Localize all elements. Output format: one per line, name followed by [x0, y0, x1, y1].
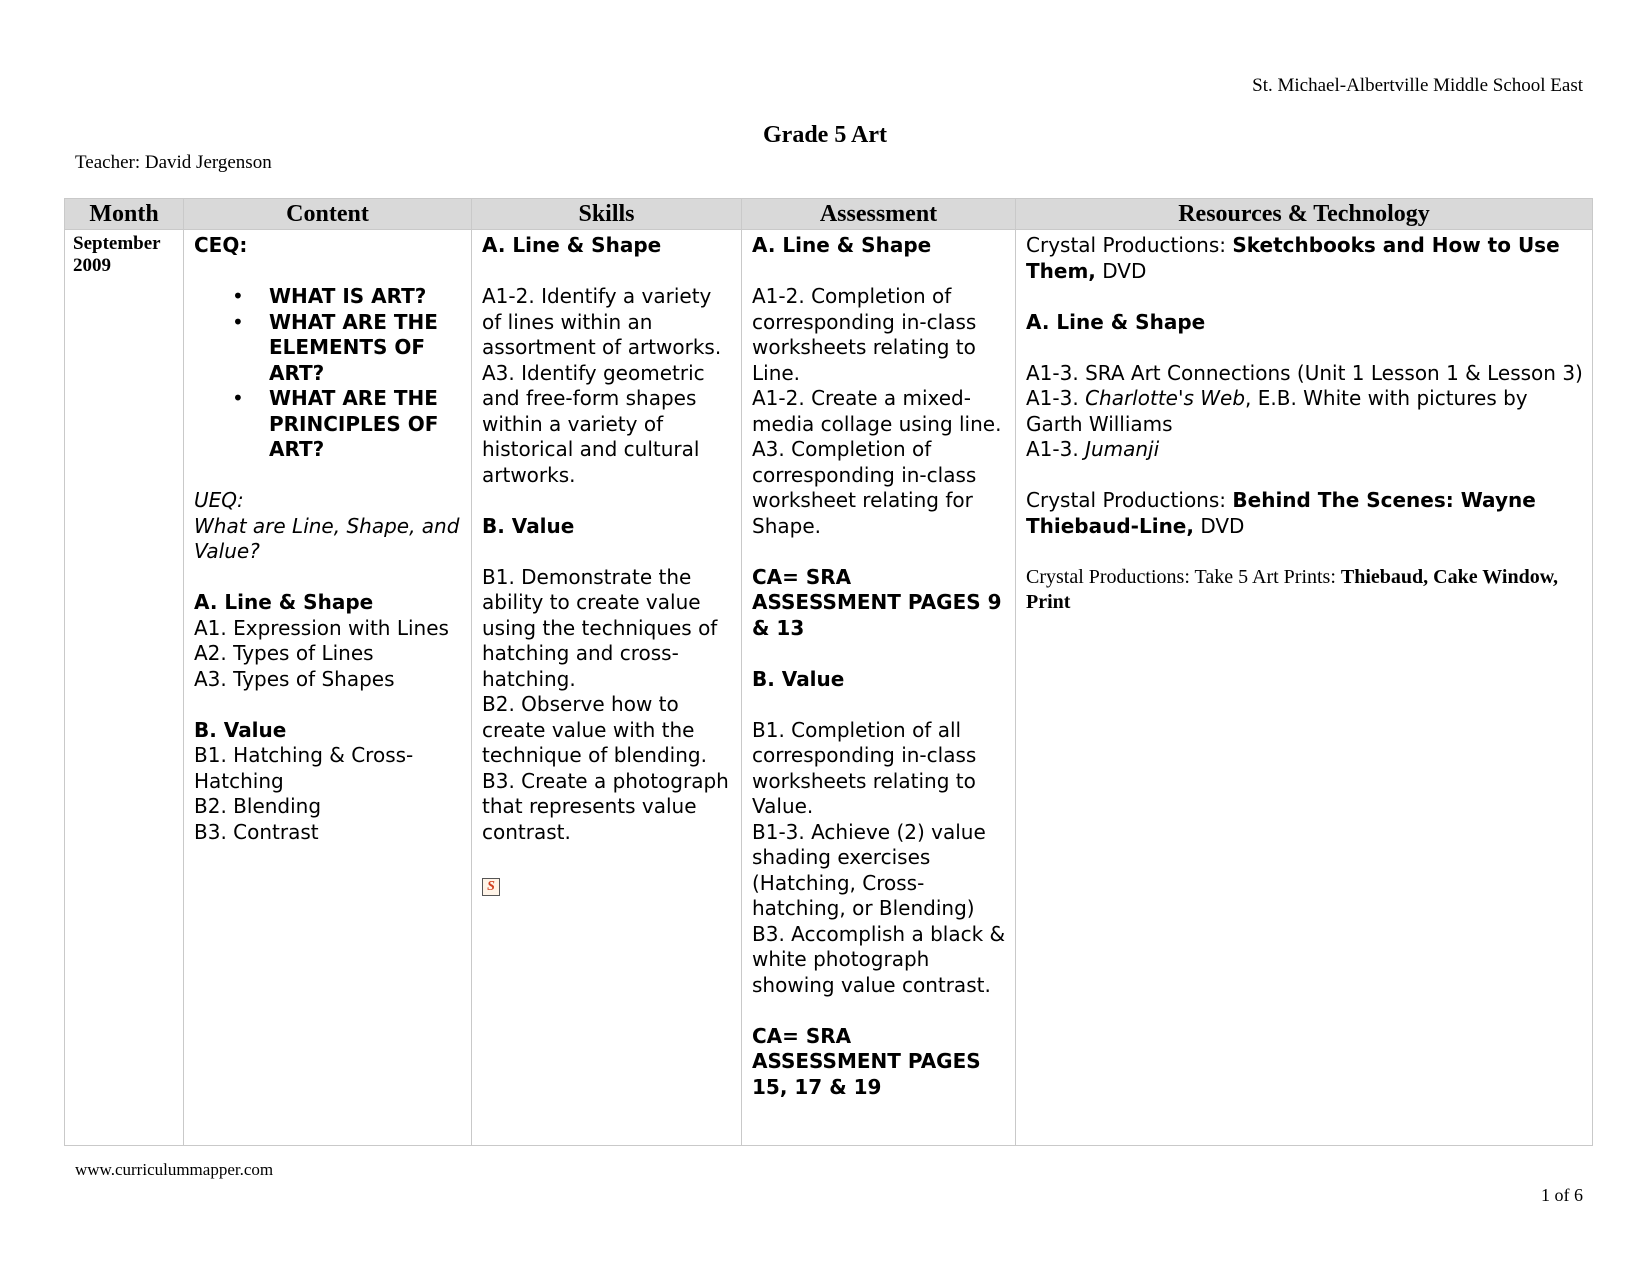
assessment-item: B1-3. Achieve (2) value shading exercises (Hatching, Cross-hatching, or Blending)	[752, 819, 986, 920]
skills-item: B1. Demonstrate the ability to create value using the techniques of hatching and cross-hatching.	[482, 564, 718, 691]
assessment-cell	[742, 230, 1016, 1146]
ueq-label: UEQ:	[194, 488, 244, 512]
assessment-section-heading: B. Value	[752, 666, 845, 691]
common-assessment-note: CA= SRA ASSESSMENT PAGES 15, 17 & 19	[752, 1023, 981, 1099]
month-name: September	[73, 233, 161, 254]
column-header-skills: Skills	[472, 199, 742, 230]
column-header-month: Month	[65, 199, 184, 230]
resource-entry: Crystal Productions: Take 5 Art Prints: Thiebaud, Cake Window, Print	[1026, 565, 1559, 613]
skills-item: A1-2. Identify a variety of lines within an assortment of artworks.	[482, 284, 722, 359]
bullet-icon: •	[232, 284, 244, 308]
bullet-icon: •	[232, 309, 244, 334]
content-item: A1. Expression with Lines	[194, 615, 449, 640]
resource-title: Sketchbooks and How to Use Them,	[1026, 233, 1560, 283]
page-number: 1 of 6	[1541, 1185, 1583, 1205]
resource-title: Charlotte's Web	[1085, 386, 1246, 410]
school-name: St. Michael-Albertville Middle School East	[1252, 75, 1583, 96]
resource-title: Jumanji	[1085, 437, 1160, 461]
ceq-list	[194, 284, 463, 463]
assessment-item: B1. Completion of all corresponding in-class worksheets relating to Value.	[752, 717, 977, 818]
resource-entry: Crystal Productions: Behind The Scenes: Wayne Thiebaud-Line, DVD	[1026, 488, 1536, 538]
curriculum-table-wrapper	[64, 198, 1592, 1146]
curriculum-table	[64, 198, 1593, 1146]
column-header-resources: Resources & Technology	[1016, 199, 1593, 230]
content-item: B2. Blending	[194, 794, 322, 818]
table-row	[65, 230, 1593, 1146]
content-item: B3. Contrast	[194, 819, 319, 844]
footer-url: www.curriculummapper.com	[75, 1160, 274, 1179]
content-item: A3. Types of Shapes	[194, 666, 395, 691]
assessment-item: A3. Completion of corresponding in-class worksheet relating for Shape.	[752, 437, 977, 538]
table-header-row	[65, 199, 1593, 230]
common-assessment-note: CA= SRA ASSESSMENT PAGES 9 & 13	[752, 564, 1002, 640]
column-header-content: Content	[184, 199, 472, 230]
month-year: 2009	[73, 255, 111, 276]
resources-cell	[1016, 230, 1593, 1146]
resource-entry: Crystal Productions: Sketchbooks and How to Use Them, DVD	[1026, 233, 1560, 283]
content-section-heading: B. Value	[194, 717, 287, 742]
bullet-icon: •	[232, 386, 244, 410]
page-title: Grade 5 Art	[763, 122, 887, 148]
skills-cell	[472, 230, 742, 1146]
standards-link-icon[interactable]: S	[482, 878, 500, 896]
content-item: A2. Types of Lines	[194, 641, 374, 665]
content-item: B1. Hatching & Cross-Hatching	[194, 743, 414, 793]
content-section-heading: A. Line & Shape	[194, 590, 374, 614]
skills-item: A3. Identify geometric and free-form shapes within a variety of historical and cultural artworks.	[482, 360, 705, 487]
skills-item: B3. Create a photograph that represents value contrast.	[482, 768, 729, 844]
skills-section-heading: B. Value	[482, 513, 575, 538]
assessment-item: A1-2. Create a mixed-media collage using line.	[752, 386, 1002, 436]
ceq-item: • WHAT ARE THE ELEMENTS OF ART?	[232, 309, 438, 385]
ceq-label: CEQ:	[194, 233, 248, 257]
month-cell	[65, 230, 184, 1146]
resources-section-heading: A. Line & Shape	[1026, 309, 1206, 334]
assessment-section-heading: A. Line & Shape	[752, 233, 932, 257]
skills-section-heading: A. Line & Shape	[482, 233, 662, 257]
content-cell	[184, 230, 472, 1146]
ueq-text: What are Line, Shape, and Value?	[194, 513, 460, 563]
column-header-assessment: Assessment	[742, 199, 1016, 230]
resource-title: Behind The Scenes: Wayne Thiebaud-Line,	[1026, 488, 1536, 538]
assessment-item: B3. Accomplish a black & white photograph showing value contrast.	[752, 921, 1006, 997]
assessment-item: A1-2. Completion of corresponding in-class worksheets relating to Line.	[752, 284, 977, 385]
resource-title: Thiebaud, Cake Window, Print	[1026, 565, 1559, 613]
ceq-item: • WHAT ARE THE PRINCIPLES OF ART?	[232, 386, 439, 461]
resource-entry: A1-3. SRA Art Connections (Unit 1 Lesson 1 & Lesson 3)	[1026, 360, 1583, 385]
ceq-item: • WHAT IS ART?	[232, 284, 427, 308]
teacher-name: Teacher: David Jergenson	[75, 152, 272, 173]
resource-entry: A1-3. Charlotte's Web, E.B. White with pictures by Garth Williams	[1026, 386, 1528, 436]
skills-item: B2. Observe how to create value with the technique of blending.	[482, 692, 707, 767]
resource-entry: A1-3. Jumanji	[1026, 437, 1160, 461]
